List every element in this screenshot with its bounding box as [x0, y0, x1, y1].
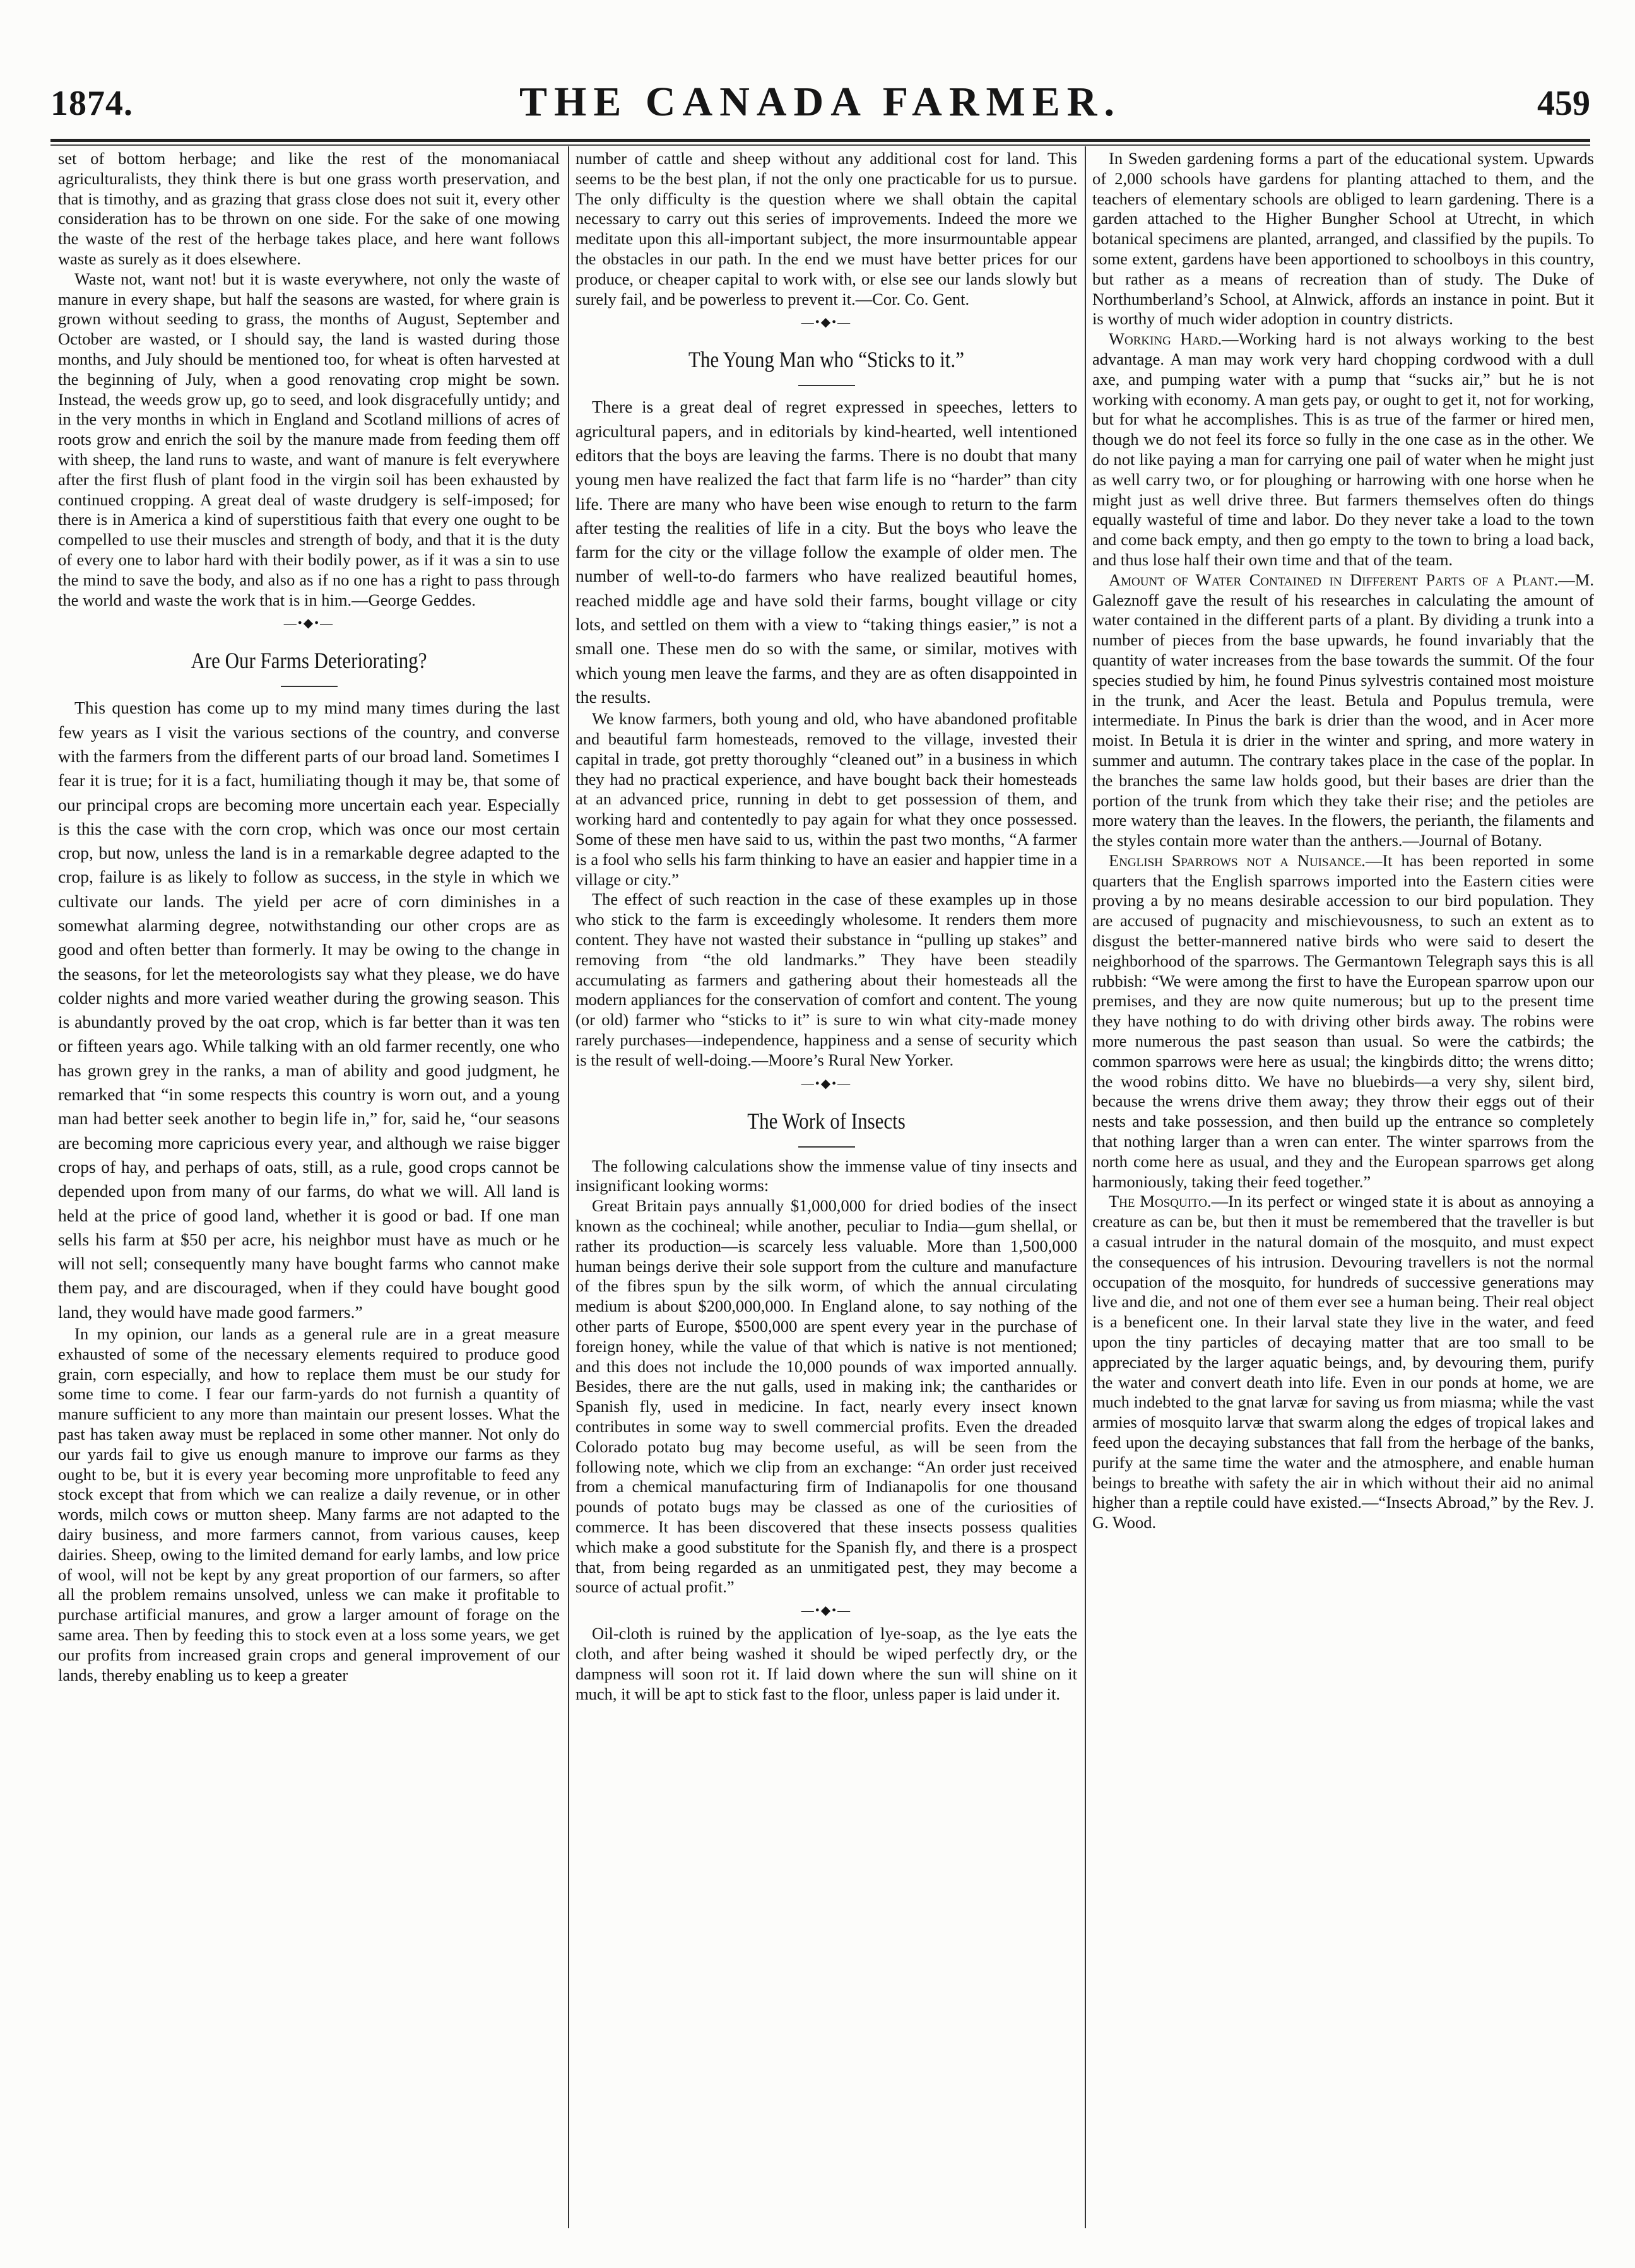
- paragraph: The Mosquito.—In its perfect or winged state it is about as annoying a creature as can be, but then it must be remembered that the traveller is but a casual intruder in the natural domain of the mosquito, and must expect the consequences of his intrusion. Devouring travellers is not the normal occupation of the mosquito, for hundreds of successive generations may live and die, and not one of them ever see a human being. Their real object is a beneficent one. In their larval state they live in the water, and feed upon the tiny particles of decaying matter that are too small to be appreciated by the larger aquatic beings, and, by devouring them, purify the water and convert death into life. Even in our ponds at home, we are much indebted to the gnat larvæ for saving us from miasma; while the vast armies of mosquito larvæ that swarm along the edges of tropical lakes and feed upon the decaying substances that fall from the herbage of the banks, purify at the same time the water and the atmosphere, and enable human beings to breathe with safety the air in which without their aid no animal higher than a reptile could have existed.—“Insects Abroad,” by the Rev. J. G. Wood.: [1092, 1192, 1594, 1532]
- article-heading: The Young Man who “Sticks to it.”: [688, 347, 964, 373]
- page-number: 459: [1537, 84, 1590, 123]
- section-separator: —•◆•—: [283, 616, 334, 631]
- paragraph: The effect of such reaction in the case of these examples up in those who stick to the farm is exceedingly wholesome. It renders them more content. They have not wasted their substance in “pulling up stakes” and removing from “the old landmarks.” They have been steadily accumulating as farmers and gathering about their homesteads all the modern appliances for the conservation of comfort and content. The young (or old) farmer who “sticks to it” is sure to win what city-made money rarely purchases—independence, happiness and a sense of security which is the result of well-doing.—Moore’s Rural New Yorker.: [575, 890, 1077, 1069]
- section-separator: —•◆•—: [801, 1604, 852, 1618]
- article-heading: Are Our Farms Deteriorating?: [191, 648, 427, 674]
- masthead: [50, 74, 1590, 144]
- paragraph: English Sparrows not a Nuisance.—It has been reported in some quarters that the English sparrows imported into the Eastern cities were proving a by no means desirable accession to our bird population. They are accused of pugnacity and mischievousness, to such an extent as to disgust the better-mannered native birds who were said to desert the neighborhood of the sparrows. The Germantown Telegraph says this is all rubbish: “We were among the first to have the European sparrow upon our premises, and they are now quite numerous; but up to the present time they have nothing to do with driving other birds away. The robins were more numerous the past season than usual. So were the catbirds; the common sparrows were here as usual; the kingbirds ditto; the wrens ditto; the wood robins ditto. We have no bluebirds—a very shy, silent bird, because the wrens drive them away; they throw their eggs out of their nests and take possession, and then build up the entrance so completely that nothing larger than a wren can enter. The winter sparrows from the north come here as usual, and they and the European sparrows get along harmoniously, taking their feed together.”: [1092, 850, 1594, 1191]
- paragraph: Oil-cloth is ruined by the application of lye-soap, as the lye eats the cloth, and after being washed it should be wiped perfectly dry, or the dampness will soon rot it. If laid down where the sun will shine on it much, it will be apt to stick fast to the floor, unless paper is laid under it.: [575, 1624, 1077, 1703]
- paragraph: There is a great deal of regret expressed in speeches, letters to agricultural papers, and in editorials by kind-hearted, well intentioned editors that the boys are leaving the farms. There is no doubt that many young men have realized the fact that farm life is no “harder” than city life. There are many who have been wise enough to return to the farm after testing the realities of life in a city. But the boys who leave the farm for the city or the village follow the example of older men. The number of well-to-do farmers who have realized beautiful homes, reached middle age and have sold their farms, bought village or city lots, and settled on them with a view to “taking things easier,” is not a small one. These men do so with the same, or similar, motives with which young men leave the farms, and they are as often disappointed in the results.: [575, 397, 1077, 707]
- paragraph: In Sweden gardening forms a part of the educational system. Upwards of 2,000 schools have gardens for planting attached to them, and the teachers of elementary schools are obliged to learn gardening. There is a garden attached to the Higher Bungher School at Utrecht, in which botanical specimens are planted, arranged, and classified by the pupils. To some extent, gardens have been apportioned to schoolboys in this country, but rather as a means of recreation than of study. The Duke of Northumberland’s School, at Alnwick, affords an instance in point. But it is worthy of much wider adoption in country districts.: [1092, 149, 1594, 329]
- paragraph-lead: Amount of Water Contained in Different Parts of a Plant.: [1109, 570, 1559, 589]
- section-separator: —•◆•—: [801, 1076, 852, 1091]
- column-3: [1092, 149, 1594, 2231]
- paragraph-lead: The Mosquito.: [1109, 1192, 1212, 1211]
- heading-rule: [281, 686, 338, 687]
- masthead-rule: [50, 139, 1590, 142]
- paragraph: Amount of Water Contained in Different Parts of a Plant.—M. Galeznoff gave the result of his researches in calculating the amount of water contained in the different parts of a plant. By dividing a trunk into a number of pieces from the base upwards, he found invariably that the quantity of water increases from the base towards the summit. Of the four species studied by him, he found Pinus sylvestris contained most moisture in the trunk, and Acer the least. Betula and Populus tremula, were intermediate. In Pinus the bark is drier than the wood, and in Acer more moist. In Betula it is drier in the winter and spring, and more watery in summer and autumn. The contrary takes place in the case of the poplar. In the branches the same law holds good, but their bases are drier than the portion of the trunk from which they take their rise; and the petioles are more watery than the leaves. In the flowers, the perianth, the filaments and the styles contain more water than the anthers.—Journal of Botany.: [1092, 570, 1594, 850]
- column-2: [575, 149, 1077, 2231]
- column-divider: [568, 146, 569, 2228]
- paragraph: The following calculations show the immense value of tiny insects and insignificant looking worms:: [575, 1156, 1077, 1196]
- article-heading: The Work of Insects: [747, 1108, 906, 1134]
- paragraph-lead: English Sparrows not a Nuisance.: [1109, 850, 1366, 870]
- paragraph-lead: Working Hard.: [1109, 329, 1222, 349]
- paragraph: This question has come up to my mind many times during the last few years as I visit the various sections of the country, and converse with the farmers from the different parts of our broad land. Sometimes I fear it is true; for it is a fact, humiliating though it may be, that some of our principal crops are becoming more uncertain each year. Especially is this the case with the corn crop, which was once our most certain crop, but now, unless the land is in a remarkable degree adapted to the crop, failure is as likely to follow as success, in the style in which we cultivate our lands. The yield per acre of corn diminishes in a somewhat alarming degree, notwithstanding our other crops are as good and often better than formerly. It may be owing to the change in the seasons, for let the meteorologists say what they please, we do have colder nights and more varied weather during the growing season. This is abundantly proved by the oat crop, which is far better than it was ten or fifteen years ago. While talking with an old farmer recently, one who has grown grey in the ranks, a man of ability and good judgment, he remarked that “in some respects this country is worn out, and a young man had better seek another to begin life in,” for, said he, “our seasons are becoming more capricious every year, and although we raise bigger crops of hay, and perhaps of oats, still, as a rule, good crops cannot be depended upon from many of our farms, do what we will. All land is held at the price of good land, whether it is good or bad. If one man sells his farm at $50 per acre, his neighbor must have as much or he will not sell; consequently many have bought farms who cannot make them pay, and are discouraged, when if they could have bought good land, they would have made good farmers.”: [58, 698, 560, 1322]
- paragraph: Great Britain pays annually $1,000,000 for dried bodies of the insect known as the cochineal; while another, peculiar to India—gum shellal, or rather its production—is scarcely less valuable. More than 1,500,000 human beings derive their sole support from the culture and manufacture of the fibres spun by the silk worm, of which the annual circulating medium is about $200,000,000. In England alone, to say nothing of the other parts of Europe, $500,000 are spent every year in the purchase of foreign honey, while the value of that which is native is not mentioned; and this does not include the 10,000 pounds of wax imported annually. Besides, there are the nut galls, used in making ink; the cantharides or Spanish fly, used in medicine. In fact, nearly every insect known contributes in some way to swell commercial profits. Even the dreaded Colorado potato bug may become useful, as will be seen from the following note, which we clip from an exchange: “An order just received from a chemical manufacturing firm of Indianapolis for one thousand pounds of potato bugs may be classed as one of the curiosities of commerce. It has been discovered that these insects possess qualities which make a good substitute for the Spanish fly, and there is a prospect that, from being regarded as an unmitigated pest, they may become a source of actual profit.”: [575, 1196, 1077, 1597]
- paragraph: We know farmers, both young and old, who have abandoned profitable and beautiful farm homesteads, removed to the village, invested their capital in trade, got pretty thoroughly “cleaned out” in a business in which they had no practical experience, and have bought back their homesteads at an advanced price, running in debt to get possession of them, and working hard and contentedly to pay again for what they once possessed. Some of these men have said to us, within the past two months, “A farmer is a fool who sells his farm thinking to have an easier and happier time in a village or city.”: [575, 709, 1077, 889]
- masthead-title: THE CANADA FARMER.: [519, 79, 1121, 125]
- column-1: [58, 149, 560, 2231]
- masthead-year: 1874.: [50, 84, 133, 123]
- heading-rule: [798, 1146, 855, 1148]
- paragraph: set of bottom herbage; and like the rest of the monomaniacal agriculturalists, they think there is but one grass worth preservation, and that is timothy, and as grazing that grass close does not suit it, every other consideration has to be thrown on one side. For the sake of one mowing the waste of the rest of the herbage takes place, and here want follows waste as surely as it does elsewhere.: [58, 149, 560, 268]
- paragraph: number of cattle and sheep without any additional cost for land. This seems to be the best plan, if not the only one practicable for us to pursue. The only difficulty is the question where we shall obtain the capital necessary to carry out this series of improvements. Indeed the more we meditate upon this all-important subject, the more insurmountable appear the obstacles in our path. In the end we must have better prices for our produce, or cheaper capital to work with, or else see our lands slowly but surely fail, and be powerless to prevent it.—Cor. Co. Gent.: [575, 149, 1077, 308]
- paragraph: In my opinion, our lands as a general rule are in a great measure exhausted of some of the necessary elements required to produce good grain, corn especially, and how to replace them must be our study for some time to come. I fear our farm-yards do not furnish a quantity of manure sufficient to any more than maintain our present losses. What the past has taken away must be replaced in some other manner. Not only do our yards fail to give us enough manure to improve our farms as they ought to be, but it is every year becoming more unprofitable to feed any stock except that from which we can realize a daily revenue, or in other words, milch cows or mutton sheep. Many farms are not adapted to the dairy business, and more farmers cannot, from various causes, keep dairies. Sheep, owing to the limited demand for early lambs, and low price of wool, will not be kept by any great proportion of our farmers, so after all the problem remains unsolved, unless we can make it profitable to purchase artificial manures, and grow a larger amount of forage on the same area. Then by feeding this to stock even at a loss some years, we get our profits from increased grain crops and general improvement of our lands, thereby enabling us to keep a greater: [58, 1324, 560, 1684]
- heading-rule: [798, 385, 855, 386]
- masthead-rule-thin: [50, 144, 1590, 146]
- paragraph: Working Hard.—Working hard is not always working to the best advantage. A man may work very hard chopping cordwood with a dull axe, and pumping water with a pump that “sucks air,” but he is not working with economy. A man gets pay, or ought to get it, not for working, but for what he accomplishes. This is as true of the farmer or hired men, though we do not feel its force so fully in the one case as in the other. We do not like paying a man for carrying one pail of water when he might just as well carry two, or for ploughing or harrowing with one horse when he might just as well drive three. But farmers themselves often do things equally wasteful of time and labor. Do they never take a load to the town and come back empty, and then go empty to the town to bring a load back, and thus lose half their own time and that of the team.: [1092, 329, 1594, 569]
- paragraph: Waste not, want not! but it is waste everywhere, not only the waste of manure in every shape, but half the seasons are wasted, for where grain is grown without seeding to grass, the months of August, September and October are wasted, or I should say, the land is wasted during those months, and July should be mentioned too, for wheat is often harvested at the beginning of July, when a good renovating crop might be sown. Instead, the weeds grow up, go to seed, and look disgracefully untidy; and in the very months in which in England and Scotland millions of acres of roots grow and enrich the soil by the manure made from feeding them off with sheep, the land runs to waste, and want of manure is felt everywhere after the first flush of plant food in the virgin soil has been exhausted by continued cropping. A great deal of waste drudgery is self-imposed; for there is in America a kind of superstitious faith that every one ought to be compelled to use their muscles and strength of body, and that it is the duty of every one to labor hard with their bodily power, as if it was a sin to use the mind to save the body, and also as if no one has a right to pass through the world and waste the work that is in him.—George Geddes.: [58, 269, 560, 609]
- column-divider: [1085, 146, 1086, 2228]
- section-separator: —•◆•—: [801, 315, 852, 330]
